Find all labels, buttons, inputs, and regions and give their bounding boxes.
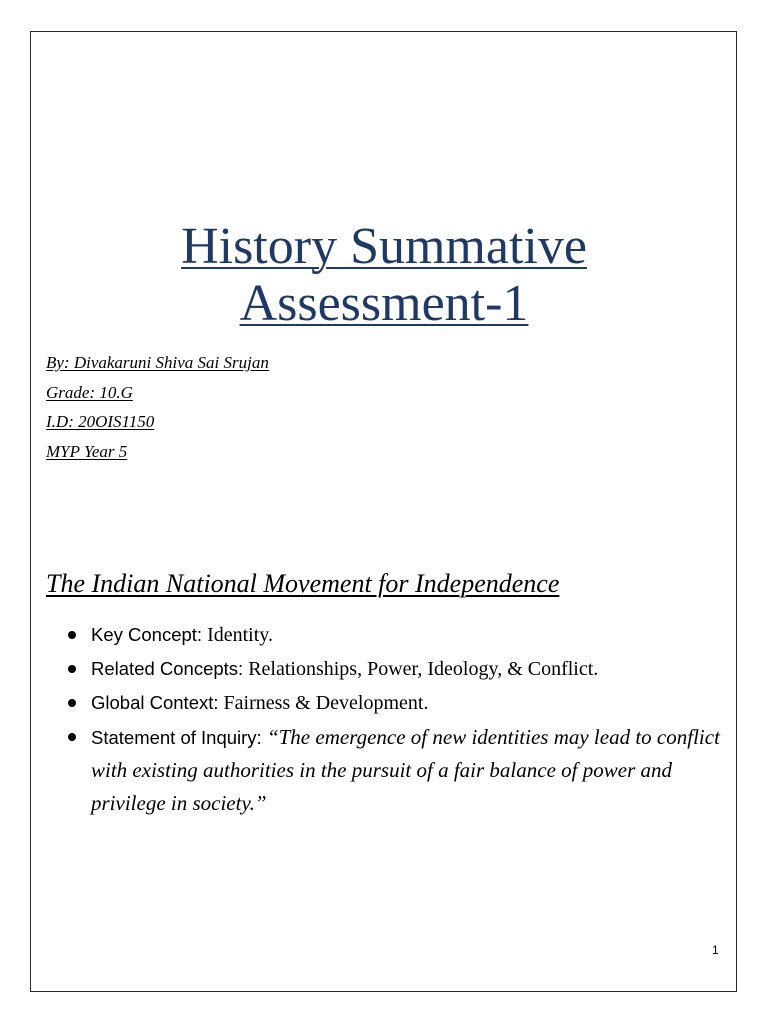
- bullet-icon: [68, 665, 76, 673]
- statement-of-inquiry-label: Statement of Inquiry:: [91, 727, 262, 748]
- list-item: [66, 687, 726, 719]
- grade-line: Grade: 10.G: [46, 382, 133, 402]
- list-item: [66, 619, 726, 651]
- related-concepts-label: Related Concepts:: [91, 658, 244, 679]
- title-line-1: History Summative: [181, 218, 587, 275]
- document-title: [0, 218, 768, 332]
- author-line: By: Divakaruni Shiva Sai Srujan: [46, 353, 269, 372]
- statement-of-inquiry-value: “The emergence of new identities may lead to conflict with existing authorities in the pursuit of a fair balance of power and privilege in society.”: [91, 725, 720, 815]
- author-details: [46, 348, 269, 466]
- bullet-icon: [68, 699, 76, 707]
- section-heading: The Indian National Movement for Independence: [46, 569, 560, 598]
- page-border: [30, 31, 737, 992]
- global-context-value: Fairness & Development.: [218, 692, 429, 714]
- bullet-icon: [68, 631, 76, 639]
- page-number: 1: [712, 943, 719, 957]
- title-line-2: Assessment-1: [239, 275, 529, 332]
- list-item: [66, 653, 726, 685]
- concept-list: [66, 619, 726, 822]
- global-context-label: Global Context:: [91, 692, 219, 713]
- program-line: MYP Year 5: [46, 441, 128, 461]
- key-concept-label: Key Concept:: [91, 624, 203, 645]
- list-item: [66, 721, 726, 820]
- bullet-icon: [68, 733, 76, 741]
- key-concept-value: Identity.: [202, 624, 273, 646]
- id-line: I.D: 20OIS1150: [46, 412, 155, 431]
- related-concepts-value: Relationships, Power, Ideology, & Conflict.: [243, 658, 599, 680]
